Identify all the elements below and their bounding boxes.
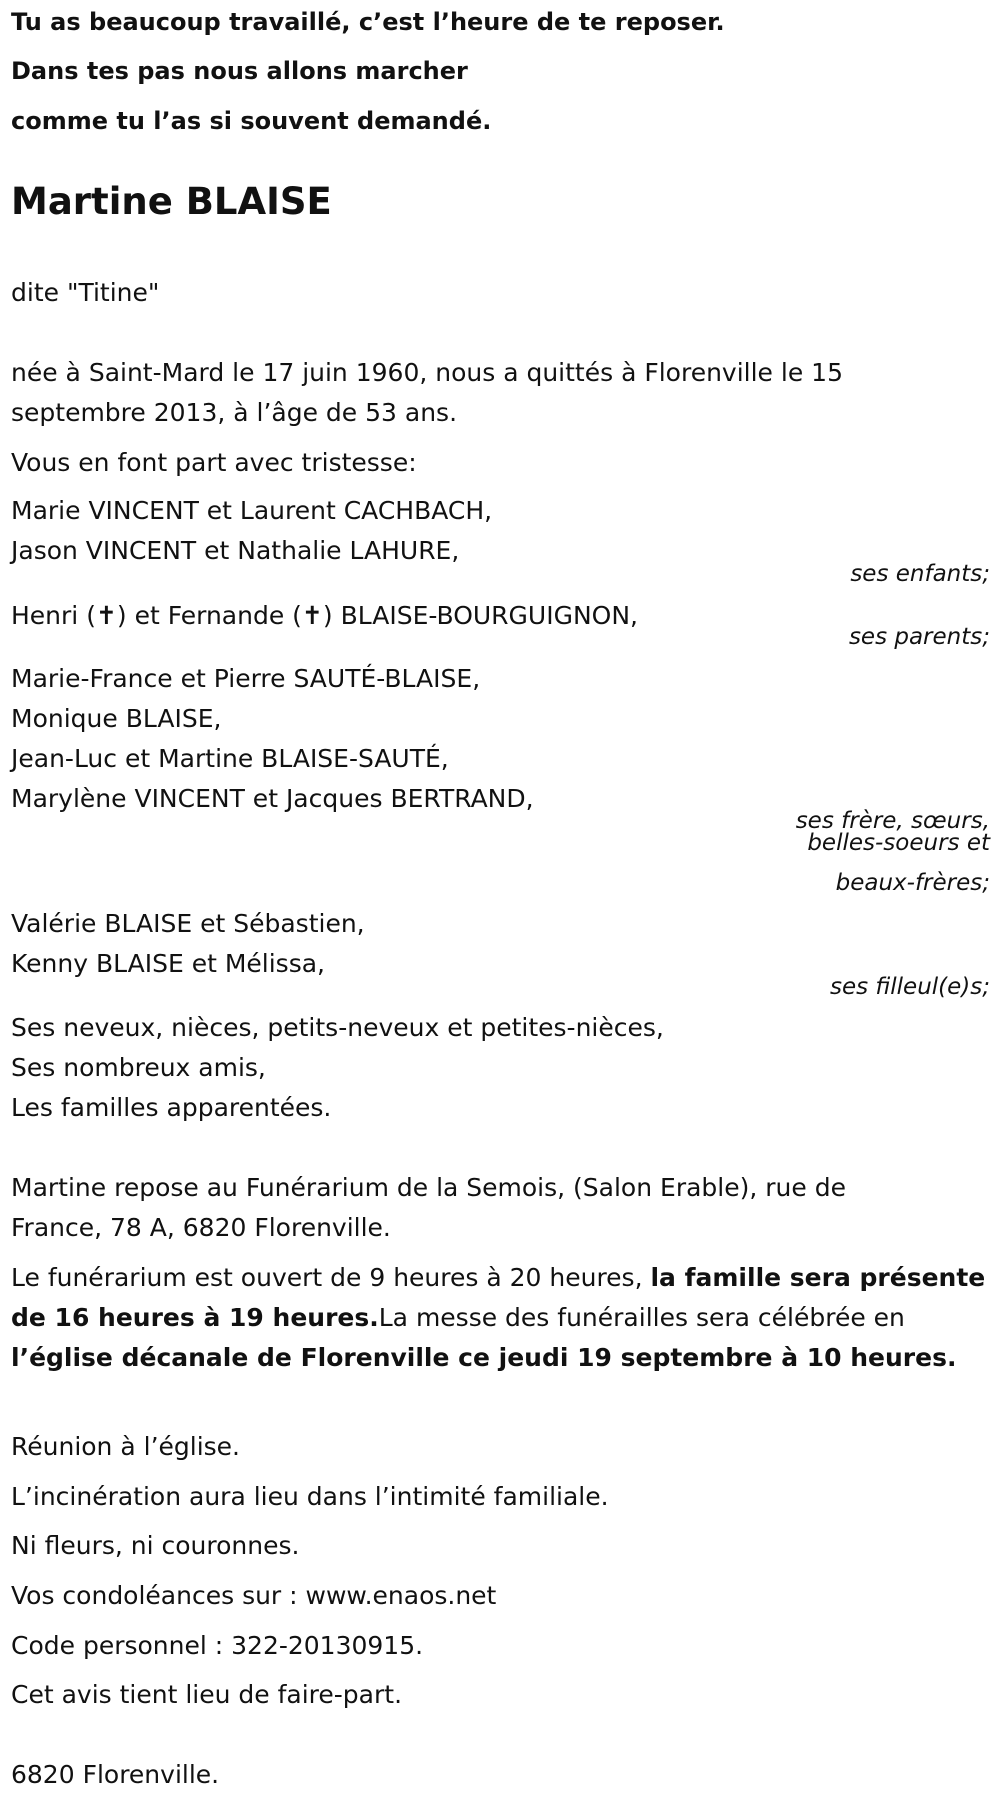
footer-location: 6820 Florenville. bbox=[11, 1760, 220, 1789]
list-item: Marie VINCENT et Laurent CACHBACH, bbox=[11, 496, 493, 525]
siblings-list bbox=[11, 659, 534, 819]
children-role: ses enfants; bbox=[850, 561, 990, 587]
siblings-role-1: ses frère, sœurs, bbox=[795, 808, 990, 834]
list-item: Ses neveux, nièces, petits-neveux et petites-nièces, bbox=[11, 1013, 664, 1042]
list-item: Kenny BLAISE et Mélissa, bbox=[11, 949, 325, 978]
siblings-role-3: beaux-frères; bbox=[835, 870, 990, 896]
note-flowers: Ni fleurs, ni couronnes. bbox=[11, 1531, 300, 1560]
godchildren-role: ses filleul(e)s; bbox=[829, 974, 990, 1000]
birth-death-line-1: née à Saint-Mard le 17 juin 1960, nous a quittés à Florenville le 15 bbox=[11, 358, 843, 387]
list-item: Marie-France et Pierre SAUTÉ-BLAISE, bbox=[11, 664, 481, 693]
note-faire-part: Cet avis tient lieu de faire-part. bbox=[11, 1680, 403, 1709]
list-item: Henri (✝) et Fernande (✝) BLAISE-BOURGUIGNON, bbox=[11, 601, 638, 630]
list-item: Valérie BLAISE et Sébastien, bbox=[11, 909, 365, 938]
godchildren-list bbox=[11, 904, 365, 984]
list-item: Ses nombreux amis, bbox=[11, 1053, 266, 1082]
list-item: Monique BLAISE, bbox=[11, 704, 222, 733]
list-item: Les familles apparentées. bbox=[11, 1093, 332, 1122]
intro-text: Vous en font part avec tristesse: bbox=[11, 448, 417, 477]
birth-death-line-2: septembre 2013, à l’âge de 53 ans. bbox=[11, 398, 458, 427]
deceased-name: Martine BLAISE bbox=[11, 180, 332, 223]
note-code: Code personnel : 322-20130915. bbox=[11, 1631, 424, 1660]
list-item: Marylène VINCENT et Jacques BERTRAND, bbox=[11, 784, 534, 813]
poem-line-1: Tu as beaucoup travaillé, c’est l’heure de te reposer. bbox=[11, 8, 725, 36]
poem-line-2: Dans tes pas nous allons marcher bbox=[11, 57, 468, 85]
children-list bbox=[11, 491, 492, 571]
nickname: dite "Titine" bbox=[11, 278, 160, 307]
opening-hours: Le funérarium est ouvert de 9 heures à 20 heures, bbox=[11, 1263, 651, 1292]
parents-role: ses parents; bbox=[848, 624, 990, 650]
mass-text: La messe des funérailles sera célébrée en bbox=[378, 1303, 905, 1332]
others-list bbox=[11, 1008, 664, 1128]
repose-line-2: France, 78 A, 6820 Florenville. bbox=[11, 1213, 391, 1242]
note-incineration: L’incinération aura lieu dans l’intimité familiale. bbox=[11, 1482, 609, 1511]
funeral-details bbox=[11, 1258, 996, 1378]
parents-list bbox=[11, 596, 638, 636]
note-condolences: Vos condoléances sur : www.enaos.net bbox=[11, 1581, 497, 1610]
siblings-role-2: belles-soeurs et bbox=[807, 830, 990, 856]
poem-line-3: comme tu l’as si souvent demandé. bbox=[11, 107, 492, 135]
repose-line-1: Martine repose au Funérarium de la Semois, (Salon Erable), rue de bbox=[11, 1173, 846, 1202]
list-item: Jean-Luc et Martine BLAISE-SAUTÉ, bbox=[11, 744, 449, 773]
note-reunion: Réunion à l’église. bbox=[11, 1432, 241, 1461]
mass-place: l’église décanale de Florenville ce jeudi 19 septembre à 10 heures. bbox=[11, 1343, 957, 1372]
list-item: Jason VINCENT et Nathalie LAHURE, bbox=[11, 536, 460, 565]
family-presence: la famille sera présente de 16 heures à 19 heures. bbox=[11, 1263, 986, 1332]
